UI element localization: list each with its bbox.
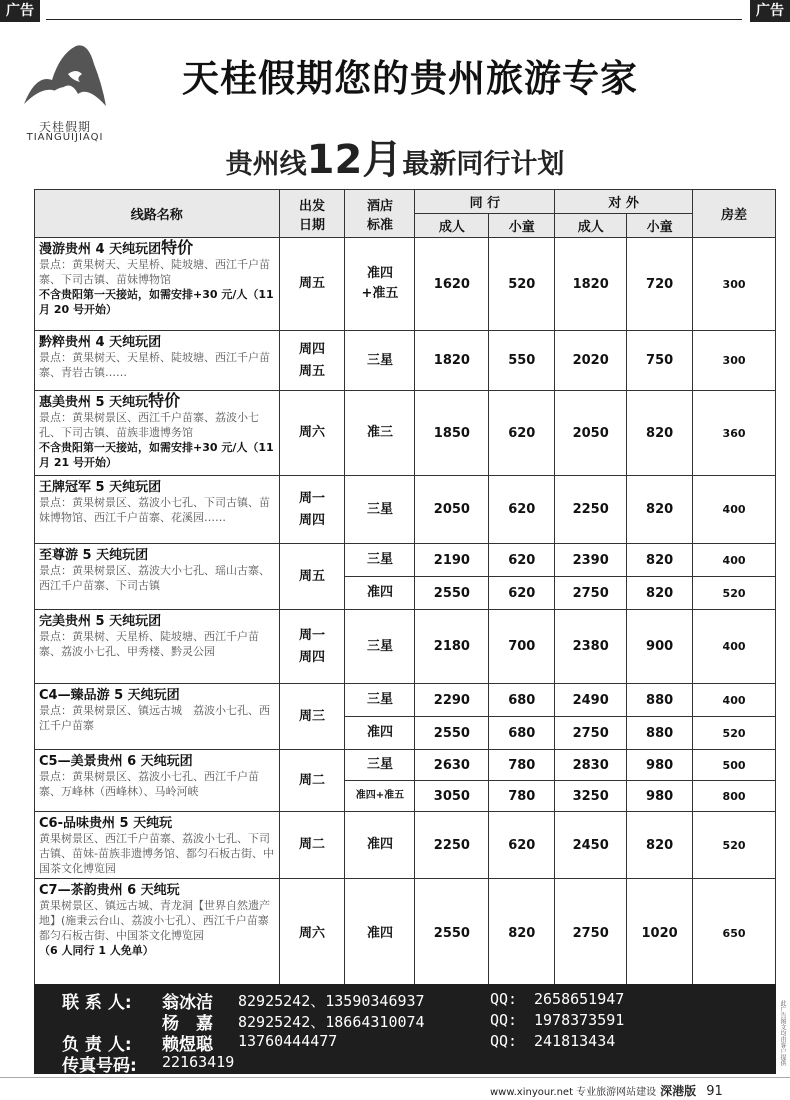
peer-child-price: 620 — [489, 476, 555, 544]
route-spots: 景点：黄果树景区、荔波大小七孔、瑶山古寨、西江千户苗寨、下司古镇 — [39, 564, 270, 592]
peer-child-price: 680 — [489, 717, 555, 750]
route-note: 不含贵阳第一天接站，如需安排+30 元/人（11 月 21 号开始） — [39, 441, 274, 469]
route-title: 黔粹贵州 4 天纯玩团 — [39, 335, 162, 350]
room-diff-price: 520 — [693, 717, 776, 750]
route-title: 惠美贵州 5 天纯玩特价 — [39, 391, 181, 410]
route-title: 漫游贵州 4 天纯玩团特价 — [39, 238, 194, 257]
route-cell — [35, 476, 280, 544]
peer-child-price: 520 — [489, 238, 555, 331]
page-footer — [490, 1082, 723, 1099]
subhead-month: 12月 — [306, 137, 403, 183]
public-child-price: 820 — [627, 577, 693, 610]
public-child-price: 820 — [627, 391, 693, 476]
route-spots: 景点：黄果树景区、荔波小七孔、下司古镇、苗妹博物馆、西江千户苗寨、花溪园…… — [39, 496, 270, 524]
side-note: 此广告图文均由客户提供 — [779, 1000, 786, 1066]
hotel-standard: 准四 — [345, 879, 415, 989]
room-diff-price: 400 — [693, 476, 776, 544]
peer-child-price: 700 — [489, 610, 555, 684]
table-row — [35, 879, 776, 989]
table-row — [35, 331, 776, 391]
route-cell — [35, 610, 280, 684]
special-price-tag: 特价 — [161, 238, 194, 257]
contact-phone-1: 82925242、13590346937 — [238, 992, 425, 1010]
hotel-standard: 三星 — [345, 684, 415, 717]
route-spots: 景点：黄果树、天星桥、陡坡塘、西江千户苗寨、荔波小七孔、甲秀楼、黔灵公园 — [39, 630, 259, 658]
departure-day: 周一 周四 — [279, 476, 345, 544]
hotel-standard: 三星 — [345, 476, 415, 544]
departure-day: 周四 周五 — [279, 331, 345, 391]
qq-label-2: QQ: — [490, 1011, 518, 1029]
public-child-price: 820 — [627, 544, 693, 577]
top-rule — [46, 19, 742, 20]
public-adult-price: 2380 — [555, 610, 627, 684]
route-note: （6 人同行 1 人免单） — [39, 944, 154, 957]
peer-child-price: 550 — [489, 331, 555, 391]
peer-child-price: 620 — [489, 544, 555, 577]
manager-name: 赖煜聪 — [162, 1035, 213, 1055]
logo-pinyin: TIANGUIJIAQI — [26, 132, 104, 143]
public-adult-price: 2750 — [555, 879, 627, 989]
route-spots: 景点：黄果树景区、镇远古城 荔波小七孔、西江千户苗寨 — [39, 704, 270, 732]
site-link[interactable]: www.xinyour.net 专业旅游网站建设 — [490, 1087, 657, 1098]
route-cell — [35, 879, 280, 989]
public-child-price: 820 — [627, 476, 693, 544]
peer-adult-price: 2550 — [415, 879, 489, 989]
header-public-adult: 成人 — [555, 214, 627, 238]
room-diff-price: 360 — [693, 391, 776, 476]
route-spots: 景点：黄果树天、天星桥、陡坡塘、西江千户苗寨、下司古镇、苗妹博物馆 — [39, 258, 270, 286]
route-spots: 黄果树景区、西江千户苗寨、荔波小七孔、下司古镇、苗妹-苗族非遗博务馆、都匀石板古街、中国茶文化博览园 — [39, 832, 274, 875]
hotel-standard: 三星 — [345, 750, 415, 781]
departure-day: 周二 — [279, 812, 345, 879]
public-child-price: 980 — [627, 781, 693, 812]
header-public-child: 小童 — [627, 214, 693, 238]
peer-child-price: 620 — [489, 577, 555, 610]
subhead-post: 最新同行计划 — [402, 149, 565, 180]
contact-name-2: 杨 嘉 — [162, 1014, 213, 1034]
subhead-pre: 贵州线 — [225, 149, 307, 180]
hotel-standard: 准四+准五 — [345, 781, 415, 812]
peer-adult-price: 2180 — [415, 610, 489, 684]
public-adult-price: 1820 — [555, 238, 627, 331]
route-title: C7—茶韵贵州 6 天纯玩 — [39, 883, 180, 898]
hotel-standard: 准四+准五 — [345, 238, 415, 331]
public-adult-price: 2390 — [555, 544, 627, 577]
room-diff-price: 300 — [693, 238, 776, 331]
qq-number-3: 241813434 — [534, 1032, 616, 1050]
room-diff-price: 400 — [693, 544, 776, 577]
qq-number-2: 1978373591 — [534, 1011, 625, 1029]
room-diff-price: 520 — [693, 812, 776, 879]
table-body — [35, 238, 776, 989]
subheadline — [120, 128, 670, 185]
peer-child-price: 680 — [489, 684, 555, 717]
header-peer: 同 行 — [415, 190, 555, 214]
headline: 天桂假期您的贵州旅游专家 — [182, 57, 638, 100]
header-hotel: 酒店 标准 — [345, 190, 415, 238]
qq-label-1: QQ: — [490, 990, 518, 1008]
route-spots: 景点：黄果树天、天星桥、陡坡塘、西江千户苗寨、青岩古镇…… — [39, 351, 270, 379]
contact-phone-2: 82925242、18664310074 — [238, 1013, 425, 1031]
public-child-price: 750 — [627, 331, 693, 391]
special-price-tag: 特价 — [148, 391, 181, 410]
departure-day: 周五 — [279, 238, 345, 331]
departure-day: 周二 — [279, 750, 345, 812]
peer-adult-price: 2190 — [415, 544, 489, 577]
hotel-standard: 准三 — [345, 391, 415, 476]
public-adult-price: 2830 — [555, 750, 627, 781]
route-spots: 景点：黄果树景区、西江千户苗寨、荔波小七孔、下司古镇、苗族非遗博务馆 — [39, 411, 259, 439]
table-row — [35, 610, 776, 684]
contact-label: 联 系 人: — [62, 993, 132, 1013]
hotel-standard: 三星 — [345, 610, 415, 684]
ad-label-left: 广告 — [0, 0, 40, 22]
route-cell — [35, 812, 280, 879]
peer-child-price: 780 — [489, 781, 555, 812]
departure-day: 周三 — [279, 684, 345, 750]
table-row — [35, 476, 776, 544]
route-title: 完美贵州 5 天纯玩团 — [39, 614, 162, 629]
table-row — [35, 544, 776, 577]
mountain-logo-icon — [18, 34, 112, 118]
departure-day: 周五 — [279, 544, 345, 610]
room-diff-price: 650 — [693, 879, 776, 989]
public-adult-price: 2020 — [555, 331, 627, 391]
hotel-standard: 准四 — [345, 577, 415, 610]
public-adult-price: 2250 — [555, 476, 627, 544]
peer-adult-price: 1820 — [415, 331, 489, 391]
public-child-price: 980 — [627, 750, 693, 781]
peer-child-price: 620 — [489, 812, 555, 879]
route-cell — [35, 750, 280, 812]
route-cell — [35, 684, 280, 750]
contact-footer — [34, 984, 776, 1074]
table-row — [35, 391, 776, 476]
room-diff-price: 800 — [693, 781, 776, 812]
peer-adult-price: 1850 — [415, 391, 489, 476]
peer-adult-price: 2550 — [415, 717, 489, 750]
fax-number: 22163419 — [162, 1053, 235, 1071]
route-title: C5—美景贵州 6 天纯玩团 — [39, 754, 193, 769]
hotel-standard: 三星 — [345, 544, 415, 577]
table-row — [35, 684, 776, 717]
route-note: 不含贵阳第一天接站，如需安排+30 元/人（11 月 20 号开始） — [39, 288, 274, 316]
route-cell — [35, 544, 280, 610]
route-cell — [35, 391, 280, 476]
public-adult-price: 2490 — [555, 684, 627, 717]
peer-adult-price: 2290 — [415, 684, 489, 717]
departure-day: 周六 — [279, 879, 345, 989]
price-table — [34, 189, 776, 989]
route-title: 至尊游 5 天纯玩团 — [39, 548, 149, 563]
peer-adult-price: 2550 — [415, 577, 489, 610]
route-spots: 黄果树景区、镇远古城、青龙洞【世界自然遗产地】(施秉云台山、荔波小七孔）、西江千户苗寨都匀石板古街、中国茶文化博览园 — [39, 899, 270, 942]
public-child-price: 820 — [627, 812, 693, 879]
peer-adult-price: 3050 — [415, 781, 489, 812]
room-diff-price: 400 — [693, 684, 776, 717]
header-peer-child: 小童 — [489, 214, 555, 238]
room-diff-price: 400 — [693, 610, 776, 684]
public-adult-price: 2750 — [555, 717, 627, 750]
route-title: 王牌冠军 5 天纯玩团 — [39, 480, 162, 495]
hotel-standard: 准四 — [345, 812, 415, 879]
public-adult-price: 2750 — [555, 577, 627, 610]
peer-adult-price: 2250 — [415, 812, 489, 879]
table-row — [35, 750, 776, 781]
table-row — [35, 238, 776, 331]
route-title: C4—臻品游 5 天纯玩团 — [39, 688, 180, 703]
manager-phone: 13760444477 — [238, 1032, 338, 1050]
room-diff-price: 500 — [693, 750, 776, 781]
edition: 深港版 — [660, 1084, 697, 1098]
peer-child-price: 620 — [489, 391, 555, 476]
fax-label: 传真号码: — [62, 1056, 137, 1076]
public-child-price: 1020 — [627, 879, 693, 989]
header-room-diff: 房差 — [693, 190, 776, 238]
peer-adult-price: 1620 — [415, 238, 489, 331]
header-public: 对 外 — [555, 190, 693, 214]
peer-child-price: 820 — [489, 879, 555, 989]
hotel-standard: 准四 — [345, 717, 415, 750]
public-child-price: 880 — [627, 684, 693, 717]
logo — [18, 34, 112, 144]
departure-day: 周六 — [279, 391, 345, 476]
public-adult-price: 2450 — [555, 812, 627, 879]
hotel-standard: 三星 — [345, 331, 415, 391]
route-cell — [35, 331, 280, 391]
ad-label-right: 广告 — [750, 0, 790, 22]
header-peer-adult: 成人 — [415, 214, 489, 238]
table-row — [35, 812, 776, 879]
peer-adult-price: 2630 — [415, 750, 489, 781]
room-diff-price: 300 — [693, 331, 776, 391]
header-route: 线路名称 — [35, 190, 280, 238]
logo-name: 天桂假期 — [38, 120, 91, 134]
departure-day: 周一 周四 — [279, 610, 345, 684]
peer-child-price: 780 — [489, 750, 555, 781]
route-title: C6-品味贵州 5 天纯玩 — [39, 816, 173, 831]
contact-name-1: 翁冰洁 — [162, 993, 213, 1013]
qq-label-3: QQ: — [490, 1032, 518, 1050]
public-adult-price: 2050 — [555, 391, 627, 476]
public-child-price: 880 — [627, 717, 693, 750]
public-child-price: 900 — [627, 610, 693, 684]
route-cell — [35, 238, 280, 331]
manager-label: 负 责 人: — [62, 1035, 132, 1055]
page-number: 91 — [706, 1084, 723, 1099]
room-diff-price: 520 — [693, 577, 776, 610]
bottom-rule — [0, 1077, 790, 1078]
header-departure: 出发 日期 — [279, 190, 345, 238]
route-spots: 景点：黄果树景区、荔波小七孔、西江千户苗寨、万峰林（西峰林）、马岭河峡 — [39, 770, 259, 798]
public-child-price: 720 — [627, 238, 693, 331]
qq-number-1: 2658651947 — [534, 990, 625, 1008]
peer-adult-price: 2050 — [415, 476, 489, 544]
public-adult-price: 3250 — [555, 781, 627, 812]
